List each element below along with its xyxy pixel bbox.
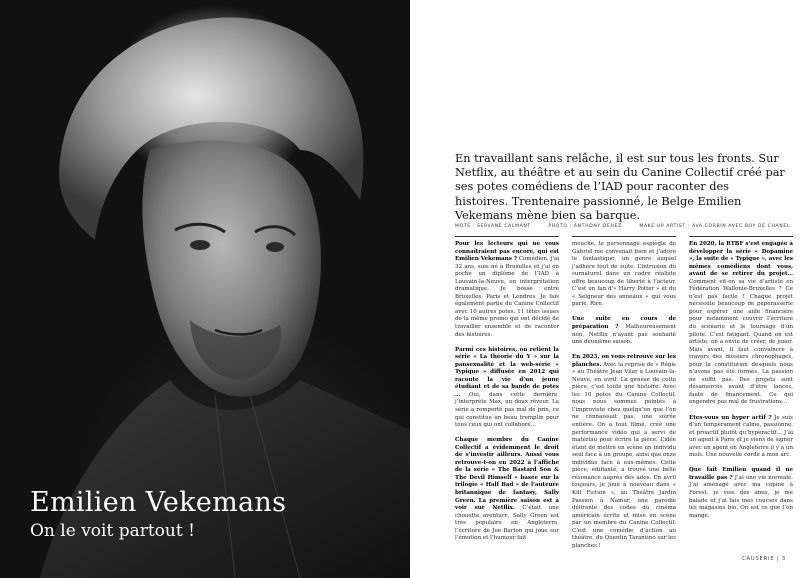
interview-answer: Comédien, j’ai 32 ans, suis né à Bruxelles et j’ai en poche un diplôme de l’IAD à Louvain-la-Neuve, en interprétation dramatique. Je bosse entre Bruxelles, Paris et Londres. Je fais également partie du Canine Collectif avec 10 autres potes. 11 têtes issues de la même promo qui ont décidé de travailler ensemble et de raconter des histoires. (455, 256, 559, 338)
article-paragraph (572, 241, 676, 309)
interview-question: En 2023, on vous retrouve sur les planches. (572, 354, 676, 368)
coat-shape (40, 380, 410, 578)
interview-answer: Avec la reprise de « Régis » au Théâtre Jean Vilar à Louvain-la-Neuve, en avril. La genèse de cette pièce, c’est toute une histoire. Avec les 10 potes du Canine Collectif, nous nous sommes pointés à l’improviste chez quelqu’un que l’on ne connaissait pas, une soirée entière. On a tout filmé, créé une performance vidéo qui a servi de matériau pour écrire la pièce. L’idée étant de mettre en scène un individu seul face à un groupe, ainsi que onze individus face à eux-mêmes. Cette pièce, édifiante, a trouvé une belle résonance auprès des ados. En avril toujours, je joue à nouveau dans « Kill Fiction », au Théâtre Jardin Passion à Namur, une parodie délirante des codes du cinéma américain écrite et mise en scène par un membre du Canine Collectif. C’est une comédie d’action au théâtre, du Quentin Tarantino sur les planches ! (572, 361, 676, 549)
article-paragraph (572, 316, 676, 346)
column-3 (689, 236, 793, 558)
article-paragraph (689, 241, 793, 407)
article-paragraph (455, 437, 559, 543)
credit-photo: PHOTO : ANTHONY DEHEZ (548, 224, 622, 229)
credit-words: MOTS : SERVANE CALMANT (455, 224, 531, 229)
interview-question: Chaque membre du Canine Collectif a évidemment le droit de s’investir ailleurs. Aussi vous retrouve-t-on en 2022 à l’affiche de la série « The Bastard Son & The Devil Himself » basée sur la trilogie « Half Bad » de l’auteure britannique de fantasy, Sally Green. La première saison est à voir sur Netflix. (455, 437, 559, 512)
interview-question: Etes-vous un hyper actif ? (689, 414, 772, 421)
interview-question: En 2020, la RTBF s’est engagée à développer la série « Dopamine », la suite de « Typique », avec les mêmes comédiens dont vous, avant de se retirer du projet… (689, 241, 793, 278)
credits-line (455, 224, 790, 229)
hero-name: Emilien Vekemans (30, 487, 287, 518)
interview-question: Pour les lecteurs qui ne vous connaîtraient pas encore, qui est Emilien Vekemans ? (455, 241, 559, 263)
interview-answer: mouche, le personnage espiègle de Gabriel me convenait bien et j’adore le fantastique, un genre auquel j’adhère tout de suite. L’intrusion du surnaturel dans un cadre réaliste offre beaucoup de liberté à l’acteur. C’est un fan d’« Harry Potter » et du « Seigneur des anneaux » qui vous parle. Rire. (572, 241, 676, 308)
article-page (410, 0, 800, 578)
column-2 (572, 236, 676, 558)
interview-answer: C’était une chouette aventure, Sally Green est très populaire en Angleterre, l’écriture de Joe Barton qui joue sur l’émotion et l’humour fait (455, 505, 559, 542)
interview-answer: J’ai une vie normale. J’ai aménagé avec ma copine à Forest, je vois des amis, je me balade et j’ai fais mes courses dans les magasins bio. On est ce que l’on mange. (689, 474, 794, 519)
interview-answer: Comment vit-on sa vie d’artiste en Fédération Wallonie-Bruxelles ? Ce n’est pas facile ! Chaque projet nécessite beaucoup de paperasserie pour espérer une aide financière pour notamment couvrir l’écriture du scénario et le tournage d’un pilote. C’est fatigant. Quand on est artiste, on a envie de créer, de jouer. Mais avant, il faut convaincre à travers des dossiers chronophages, pour la constitution desquels nous n’avons pas été formés. La passion ne suffit pas. Des projets sont désamorcés avant d’être lancés, faute de financement. Ce qui engendre pas mal de frustrations… (689, 278, 793, 406)
article-paragraph (689, 415, 793, 460)
credit-makeup: MAKE UP ARTIST : AVA CORBIN AVEC BOY DE CHANEL (639, 224, 790, 229)
eye-left (190, 240, 210, 250)
column-1 (455, 236, 559, 558)
eye-right (266, 242, 284, 252)
interview-answer: Je suis d’un tempérament calme, passionné, et proactif plutôt qu’hyperactif… J’ai un agent à Paris et je viens de signer avec un agent en Angleterre il y a un mois. Une nouvelle corde à mon arc. (689, 414, 794, 459)
hero-subtitle: On le voit partout ! (30, 521, 195, 541)
lead-paragraph: En travaillant sans relâche, il est sur tous les fronts. Sur Netflix, au théâtre et au sein du Canine Collectif créé par ses potes comédiens de l’IAD pour raconter des histoires. Trentenaire passionné, le Belge Emilien Vekemans mène bien sa barque. (455, 152, 785, 222)
interview-question: Parmi ces histoires, on retient la série « La théorie du Y » sur la pansexualité et la web-série « Typique » diffusée en 2012 qui raconte la vie d’un jeune étudiant et de sa bande de potes … (455, 346, 559, 398)
article-paragraph (572, 354, 676, 550)
article-paragraph (455, 241, 559, 339)
page-footer: CAUSERIE | 3 (742, 556, 786, 562)
article-columns (455, 236, 793, 558)
article-paragraph (455, 347, 559, 430)
interview-question: Que fait Emilien quand il ne travaille pas ? (689, 467, 793, 481)
interview-question: Une suite en cours de préparation ? (572, 316, 676, 330)
hero-caption (30, 488, 286, 542)
interview-answer: Oui, dans cette dernière, j’interprète Max, un doux rêveur. La série a remporté pas mal de prix, ce qui constitue un beau tremplin pour tous ceux qui ont collaboré… (455, 391, 559, 429)
article-paragraph (689, 467, 793, 520)
interview-answer: Malheureusement non, Netflix n’ayant pas souhaité une deuxième saison. (572, 323, 676, 346)
